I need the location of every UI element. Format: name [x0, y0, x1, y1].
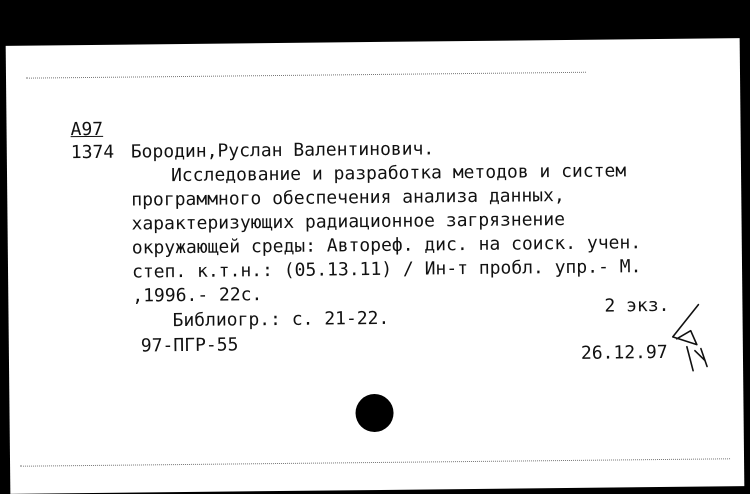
catalog-card — [6, 38, 745, 494]
author: Бородин,Руслан Валентинович. — [130, 138, 435, 163]
card-punch-hole — [355, 394, 393, 432]
title-line-2: программного обеспечения анализа данных, — [131, 185, 565, 211]
shelfmark: А97 — [70, 118, 104, 141]
copies-count: 2 экз. — [604, 294, 670, 317]
title-line-4: окружающей среды: Автореф. дис. на соиск. учен. — [131, 232, 642, 259]
top-dotted-rule — [26, 72, 586, 79]
bottom-dotted-rule — [20, 458, 730, 466]
title-line-1: Исследование и разработка методов и систем — [170, 160, 627, 187]
title-line-3: характеризующих радиационное загрязнение — [131, 209, 566, 235]
title-line-5: степ. к.т.н.: (05.13.11) / Ин-т пробл. упр.- М. — [131, 256, 642, 283]
title-line-6: ,1996.- 22с. — [132, 284, 263, 307]
inventory-number: 97-ПГР-55 — [140, 334, 239, 357]
date-stamp: 26.12.97 — [580, 341, 668, 364]
bibliography-note: Библиогр.: с. 21-22. — [172, 307, 390, 332]
handwritten-signature — [660, 300, 711, 373]
card-number: 1374 — [70, 141, 115, 164]
